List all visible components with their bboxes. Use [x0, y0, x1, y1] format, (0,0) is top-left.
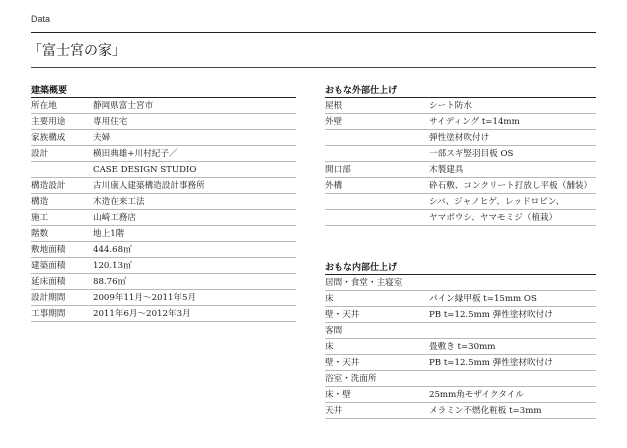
interior-group-table [325, 339, 596, 371]
row-label: 延床面積 [31, 277, 66, 287]
table-row [31, 130, 296, 146]
page-title: 「富士宮の家」 [28, 43, 126, 59]
row-value: 木造在来工法 [93, 197, 145, 207]
row-label: 外壁 [325, 117, 343, 127]
row-value: 25mm角モザイクタイル [429, 390, 524, 400]
row-value: 2011年6月～2012年3月 [93, 309, 191, 319]
row-value: 山崎工務店 [93, 213, 136, 223]
table-row [31, 114, 296, 130]
finishes [325, 84, 596, 419]
table-row [325, 403, 596, 419]
row-value: ヤマボウシ、ヤマモミジ（植栽） [429, 213, 558, 223]
row-label: 天井 [325, 406, 343, 416]
row-value: 静岡県富士宮市 [93, 101, 154, 111]
table-row [325, 307, 596, 323]
row-label [31, 162, 93, 177]
row-value: 横田典雄+川村紀子／ [93, 149, 178, 159]
row-value: 2009年11月～2011年5月 [93, 293, 197, 303]
row-label: 外構 [325, 181, 343, 191]
row-label [325, 210, 429, 225]
table-row [325, 162, 596, 178]
building-overview-heading: 建築概要 [31, 84, 296, 98]
table-row [31, 98, 296, 114]
row-value: 畳敷き t=30mm [429, 342, 496, 352]
table-row [31, 226, 296, 242]
exterior-finishes-table [325, 98, 596, 226]
interior-finishes-heading: おもな内部仕上げ [325, 261, 596, 275]
table-row [31, 210, 296, 226]
row-value: 木製建具 [429, 165, 464, 175]
row-label: 構造 [31, 197, 49, 207]
row-value: パイン縁甲板 t=15mm OS [429, 294, 537, 304]
room-group-label: 居間・食堂・主寝室 [325, 275, 596, 291]
room-group-label: 客間 [325, 323, 596, 339]
building-overview [31, 84, 296, 322]
row-label: 施工 [31, 213, 49, 223]
top-rule [31, 32, 596, 33]
building-overview-table [31, 98, 296, 322]
title-rule [31, 67, 596, 68]
table-row [325, 210, 596, 226]
row-label [325, 146, 429, 161]
row-value: サイディング t=14mm [429, 117, 520, 127]
row-value: 専用住宅 [93, 117, 128, 127]
table-row [31, 162, 296, 178]
table-row [31, 242, 296, 258]
row-value: 120.13㎡ [93, 261, 132, 271]
interior-group-table [325, 291, 596, 323]
row-label: 設計 [31, 149, 49, 159]
table-row [31, 178, 296, 194]
table-row [325, 387, 596, 403]
table-row [325, 130, 596, 146]
row-value: 弾性塗材吹付け [429, 133, 490, 143]
row-label: 床 [325, 294, 334, 304]
row-value: 444.68㎡ [93, 245, 132, 255]
row-label: 設計期間 [31, 293, 66, 303]
row-label: 開口部 [325, 165, 351, 175]
spacer [325, 226, 596, 261]
table-row [325, 114, 596, 130]
row-value: シバ、ジャノヒゲ、レッドロビン、 [429, 197, 565, 207]
row-label: 工事期間 [31, 309, 66, 319]
table-row [325, 178, 596, 194]
table-row [325, 146, 596, 162]
row-value: メラミン不燃化粧板 t=3mm [429, 406, 542, 416]
row-value: 88.76㎡ [93, 277, 127, 287]
table-row [325, 355, 596, 371]
row-value: PB t=12.5mm 弾性塗材吹付け [429, 358, 553, 368]
row-label: 建築面積 [31, 261, 66, 271]
row-label [325, 194, 429, 209]
row-label [325, 130, 429, 145]
row-label: 壁・天井 [325, 310, 360, 320]
section-label: Data [31, 14, 51, 24]
row-label: 壁・天井 [325, 358, 360, 368]
row-value: 古川康人建築構造設計事務所 [93, 181, 205, 191]
row-label: 床 [325, 342, 334, 352]
exterior-finishes-heading: おもな外部仕上げ [325, 84, 596, 98]
row-label: 階数 [31, 229, 49, 239]
row-value: 夫婦 [93, 133, 111, 143]
row-label: 屋根 [325, 101, 343, 111]
row-label: 構造設計 [31, 181, 66, 191]
row-value: 一部スギ竪羽目板 OS [429, 149, 514, 159]
table-row [325, 339, 596, 355]
table-row [325, 194, 596, 210]
interior-group-table [325, 387, 596, 419]
row-value: 地上1階 [93, 229, 125, 239]
row-value: CASE DESIGN STUDIO [93, 165, 197, 175]
table-row [31, 306, 296, 322]
row-value: PB t=12.5mm 弾性塗材吹付け [429, 310, 553, 320]
row-value: シート防水 [429, 101, 472, 111]
table-row [31, 258, 296, 274]
row-label: 主要用途 [31, 117, 66, 127]
row-value: 砕石敷、コンクリート打放し平板（舗装） [429, 181, 593, 191]
table-row [31, 290, 296, 306]
room-group-label: 浴室・洗面所 [325, 371, 596, 387]
row-label: 所在地 [31, 101, 57, 111]
row-label: 敷地面積 [31, 245, 66, 255]
table-row [31, 274, 296, 290]
table-row [325, 291, 596, 307]
table-row [31, 194, 296, 210]
table-row [31, 146, 296, 162]
table-row [325, 98, 596, 114]
row-label: 床・壁 [325, 390, 351, 400]
row-label: 家族構成 [31, 133, 66, 143]
